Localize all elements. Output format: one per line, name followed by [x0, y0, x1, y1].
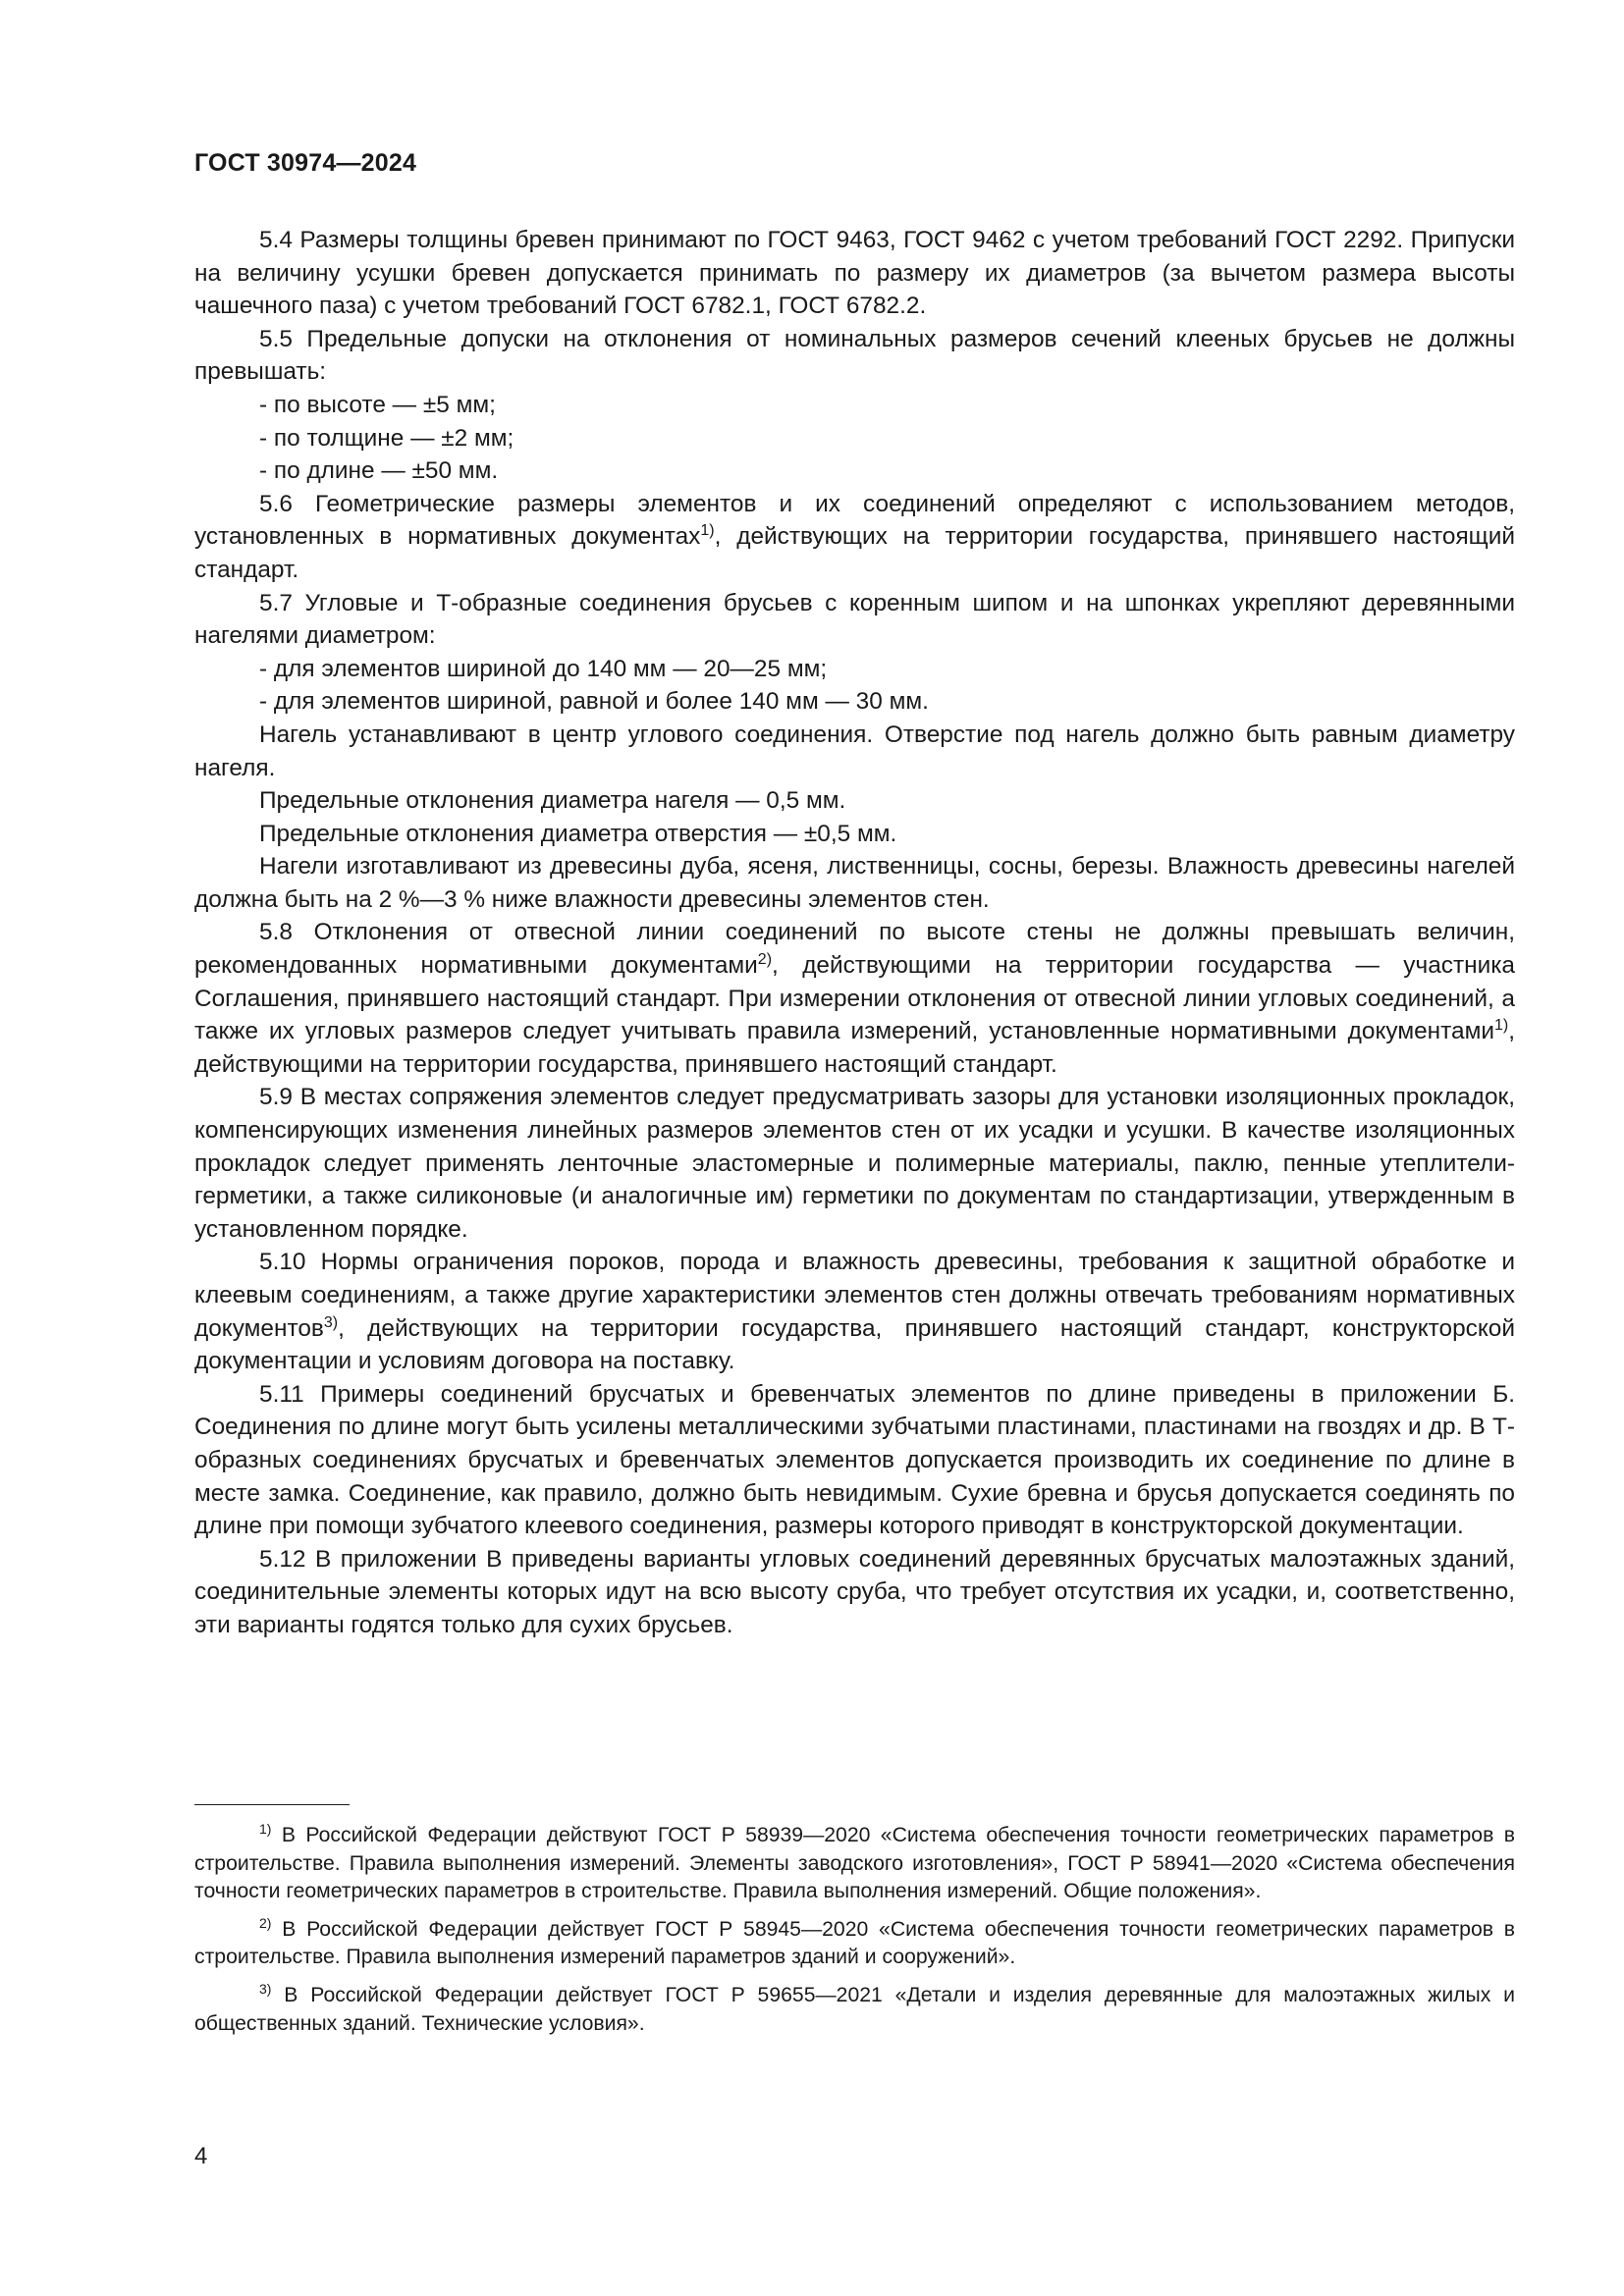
paragraph-5-5: 5.5 Предельные допуски на отклонения от номинальных размеров сечений клееных брусьев не должны превышать: — [194, 325, 1515, 386]
paragraph-5-12: 5.12 В приложении В приведены варианты угловых соединений деревянных брусчатых малоэтажных зданий, соединительные элементы которых идут на всю высоту сруба, что требует отсутствия их усадки, и, соответственно, эти варианты годятся только для сухих брусьев. — [194, 1545, 1515, 1638]
paragraph-5-10 — [194, 1246, 1515, 1377]
paragraph-5-8-text-c: , действующими на территории государства, принявшего настоящий стандарт. — [194, 1018, 1515, 1078]
paragraph-5-8 — [194, 916, 1515, 1081]
document-header: ГОСТ 30974—2024 — [194, 149, 417, 177]
paragraph-5-7-dowel-tolerance: Предельные отклонения диаметра нагеля — 0,5 мм. — [259, 787, 846, 815]
footnote-2 — [194, 1916, 1515, 1972]
paragraph-5-8-text-b: , действующими на территории государства — участника Соглашения, принявшего настоящий стандарт. При измерении отклонения от отвесной линии угловых соединений, а также их угловых размеров следует учитывать правила измерений, установленные нормативными документами — [194, 952, 1515, 1045]
paragraph-5-4: 5.4 Размеры толщины бревен принимают по ГОСТ 9463, ГОСТ 9462 с учетом требований ГОСТ 2292. Припуски на величину усушки бревен допускается принимать по размеру их диаметров (за вычетом размера высоты чашечного паза) с учетом требований ГОСТ 6782.1, ГОСТ 6782.2. — [194, 227, 1515, 320]
document-body — [194, 224, 1515, 1642]
paragraph-5-10-text-b: , действующих на территории государства, принявшего настоящий стандарт, конструкторской документации и условиям договора на поставку. — [194, 1314, 1515, 1375]
footnote-separator — [194, 1804, 350, 1805]
footnotes — [194, 1822, 1515, 2048]
paragraph-5-11: 5.11 Примеры соединений брусчатых и бревенчатых элементов по длине приведены в приложении Б. Соединения по длине могут быть усилены металлическими зубчатыми пластинами, пластинами на гвоздях и др. В Т-образных соединениях брусчатых и бревенчатых элементов допускается производить их соединение по длине в месте замка. Соединение, как правило, должно быть невидимым. Сухие бревна и брусья допускается соединять по длине при помощи зубчатого клеевого соединения, размеры которого приводят в конструкторской документации. — [194, 1380, 1515, 1540]
paragraph-5-6 — [194, 488, 1515, 587]
footnote-marker-2: 2) — [259, 1914, 272, 1931]
list-item-width-up-to-140: - для элементов шириной до 140 мм — 20—25 мм; — [259, 655, 828, 682]
footnote-ref-2: 2) — [757, 951, 773, 969]
footnote-1 — [194, 1822, 1515, 1906]
footnote-3-text: В Российской Федерации действует ГОСТ Р 59655—2021 «Детали и изделия деревянные для малоэтажных жилых и общественных зданий. Технические условия». — [194, 1983, 1516, 2035]
paragraph-5-6-text-a: 5.6 Геометрические размеры элементов и их соединений определяют с использованием методов, установленных в нормативных документах — [194, 490, 1515, 551]
footnote-2-text: В Российской Федерации действует ГОСТ Р 58945—2020 «Система обеспечения точности геометрических параметров в строительстве. Правила выполнения измерений параметров зданий и сооружений». — [194, 1917, 1515, 1969]
footnote-marker-1: 1) — [259, 1821, 272, 1837]
paragraph-5-7-hole-tolerance: Предельные отклонения диаметра отверстия — ±0,5 мм. — [259, 820, 897, 847]
paragraph-5-7-dowel-position: Нагель устанавливают в центр углового соединения. Отверстие под нагель должно быть равным диаметру нагеля. — [194, 721, 1515, 781]
footnote-ref-1: 1) — [1493, 1017, 1509, 1035]
page-number: 4 — [194, 2143, 208, 2169]
footnote-1-text: В Российской Федерации действуют ГОСТ Р 58939—2020 «Система обеспечения точности геометрических параметров в строительстве. Правила выполнения измерений. Элементы заводского изготовления», ГОСТ Р 58941—2020 «Система обеспечения точности геометрических параметров в строительстве. Правила выполнения измерений. Общие положения». — [194, 1824, 1515, 1903]
paragraph-5-6-text-b: , действующих на территории государства, принявшего настоящий стандарт. — [194, 523, 1515, 583]
list-item-height: - по высоте — ±5 мм; — [259, 391, 496, 418]
paragraph-5-7: 5.7 Угловые и Т-образные соединения брусьев с коренным шипом и на шпонках укрепляют деревянными нагелями диаметром: — [194, 589, 1515, 650]
footnote-ref-1: 1) — [700, 522, 715, 540]
footnote-3 — [194, 1982, 1515, 2038]
paragraph-5-10-text-a: 5.10 Нормы ограничения пороков, порода и влажность древесины, требования к защитной обработке и клеевым соединениям, а также другие характеристики элементов стен должны отвечать требованиям нормативных документов — [194, 1249, 1515, 1342]
paragraph-5-8-text-a: 5.8 Отклонения от отвесной линии соединений по высоте стены не должны превышать величин, рекомендованных нормативными документами — [194, 919, 1515, 980]
footnote-marker-3: 3) — [259, 1980, 272, 1997]
footnote-ref-3: 3) — [323, 1313, 339, 1331]
list-item-thickness: - по толщине — ±2 мм; — [259, 424, 514, 452]
list-item-length: - по длине — ±50 мм. — [259, 457, 499, 485]
paragraph-5-7-dowel-material: Нагели изготавливают из древесины дуба, ясеня, лиственницы, сосны, березы. Влажность древесины нагелей должна быть на 2 %—3 % ниже влажности древесины элементов стен. — [194, 853, 1515, 913]
list-item-width-140-and-more: - для элементов шириной, равной и более 140 мм — 30 мм. — [259, 688, 929, 716]
paragraph-5-9: 5.9 В местах сопряжения элементов следует предусматривать зазоры для установки изоляционных прокладок, компенсирующих изменения линейных размеров элементов стен от их усадки и усушки. В качестве изоляционных прокладок следует применять ленточные эластомерные и полимерные материалы, паклю, пенные утеплители-герметики, а также силиконовые (и аналогичные им) герметики по документам по стандартизации, утвержденным в установленном порядке. — [194, 1084, 1515, 1243]
